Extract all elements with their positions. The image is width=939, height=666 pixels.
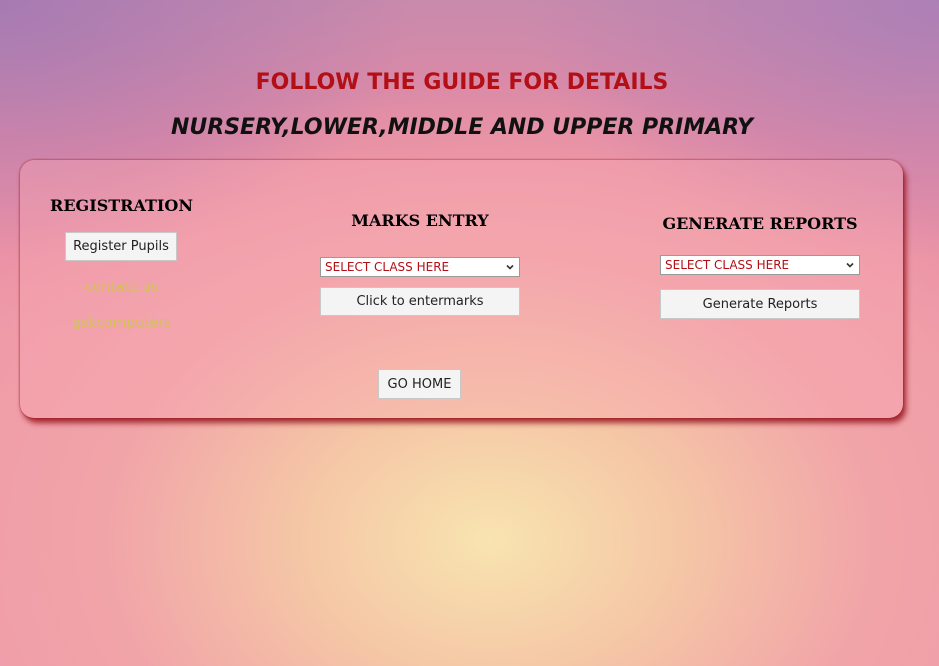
register-pupils-button[interactable]: Register Pupils <box>65 232 177 261</box>
generate-reports-title: GENERATE REPORTS <box>662 214 858 233</box>
reports-class-select-value: SELECT CLASS HERE <box>665 258 790 272</box>
contact-us-link[interactable]: contact us <box>84 279 158 295</box>
main-panel <box>20 160 903 418</box>
marks-class-select[interactable] <box>320 257 520 277</box>
registration-title: REGISTRATION <box>50 196 193 215</box>
chevron-down-icon <box>505 262 515 272</box>
page-subtitle: NURSERY,LOWER,MIDDLE AND UPPER PRIMARY <box>170 115 754 140</box>
enter-marks-button[interactable]: Click to entermarks <box>320 287 520 316</box>
reports-class-select[interactable] <box>660 255 860 275</box>
go-home-button[interactable]: GO HOME <box>378 369 461 399</box>
gskcomputers-link[interactable]: gskcomputers <box>71 315 172 331</box>
chevron-down-icon <box>845 260 855 270</box>
marks-entry-title: MARKS ENTRY <box>351 211 489 230</box>
page-title: FOLLOW THE GUIDE FOR DETAILS <box>255 70 669 95</box>
marks-class-select-value: SELECT CLASS HERE <box>325 260 450 274</box>
generate-reports-button[interactable]: Generate Reports <box>660 289 860 319</box>
